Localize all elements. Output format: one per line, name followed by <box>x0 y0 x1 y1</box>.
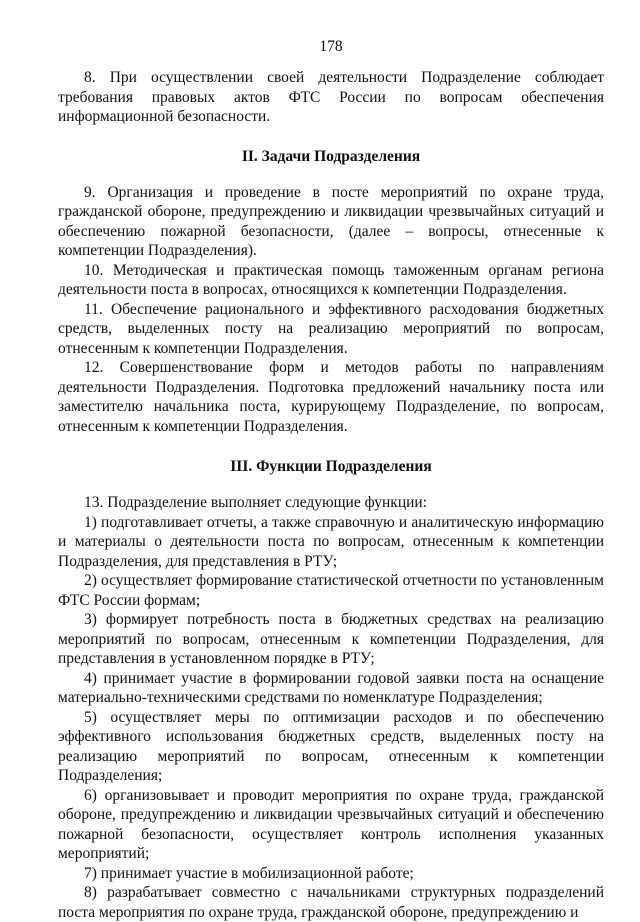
paragraph-13: 13. Подразделение выполняет следующие функции: <box>84 494 428 511</box>
function-item-3: 3) формирует потребность поста в бюджетных средствах на реализацию мероприятий по вопросам, отнесенным к компетенции Подразделения, для представления в установленном порядке в РТУ; <box>58 611 604 667</box>
paragraph-8: 8. При осуществлении своей деятельности Подразделение соблюдает требования правовых актов ФТС России по вопросам обеспечения информационной безопасности. <box>58 69 604 125</box>
section-heading-functions: III. Функции Подразделения <box>230 458 432 475</box>
page-number: 178 <box>319 38 343 55</box>
function-item-5: 5) осуществляет меры по оптимизации расходов и по обеспечению эффективного использования бюджетных средств, выделенных посту на реализацию мероприятий по вопросам, отнесенным к компетенции Подразделения; <box>58 708 604 784</box>
function-item-4: 4) принимает участие в формировании годовой заявки поста на оснащение материально-техническими средствами по номенклатуре Подразделения; <box>58 669 604 706</box>
paragraph-9: 9. Организация и проведение в посте мероприятий по охране труда, гражданской обороне, предупреждению и ликвидации чрезвычайных ситуаций и обеспечению пожарной безопасности, (далее – вопросы, отнесенные к компетенции Подразделения). <box>58 183 604 259</box>
paragraph-11: 11. Обеспечение рационального и эффективного расходования бюджетных средств, выделенных посту на реализацию мероприятий по вопросам, отнесенным к компетенции Подразделения. <box>58 300 604 357</box>
function-item-6: 6) организовывает и проводит мероприятия по охране труда, гражданской обороне, предупреждению и ликвидации чрезвычайных ситуаций и обеспечению пожарной безопасности, осуществляет контроль исполнения указанных мероприятий; <box>58 786 604 862</box>
section-tasks <box>58 147 604 437</box>
paragraph-12: 12. Совершенствование форм и методов работы по направлениям деятельности Подразделения. Подготовка предложений начальнику поста или заместителю начальника поста, курирующему Подразделение, по вопросам, отнесенным к компетенции Подразделения. <box>58 359 604 435</box>
section-functions <box>58 457 604 922</box>
function-item-8: 8) разрабатывает совместно с начальниками структурных подразделений поста мероприятия по охране труда, гражданской обороне, предупреждению и <box>58 884 604 921</box>
function-item-1: 1) подготавливает отчеты, а также справочную и аналитическую информацию и материалы о деятельности поста по вопросам, отнесенным к компетенции Подразделения, для представления в РТУ; <box>58 513 604 570</box>
paragraph-10: 10. Методическая и практическая помощь таможенным органам региона деятельности поста в вопросах, относящихся к компетенции Подразделения. <box>58 261 604 298</box>
function-item-2: 2) осуществляет формирование статистической отчетности по установленным ФТС России формам; <box>58 572 604 609</box>
intro-block <box>58 68 604 127</box>
function-item-7: 7) принимает участие в мобилизационной работе; <box>84 864 414 882</box>
section-heading-tasks: II. Задачи Подразделения <box>241 147 421 165</box>
